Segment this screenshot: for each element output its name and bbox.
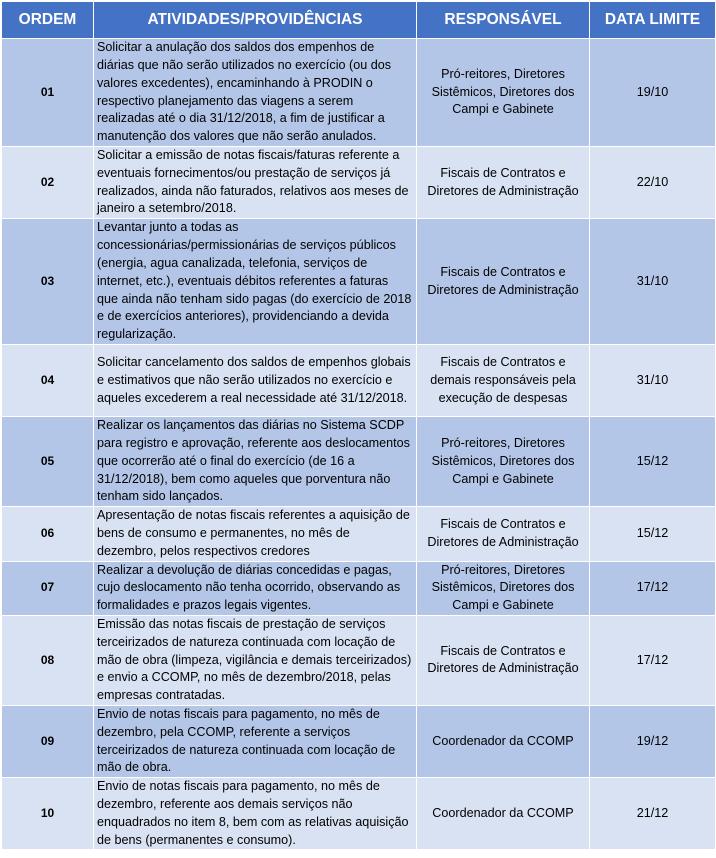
atividade-cell: Realizar a devolução de diárias concedidas e pagas, cujo deslocamento não tenha ocorrido, observando as formalidades e prazos legais vigentes. [94, 561, 417, 615]
responsavel-cell: Fiscais de Contratos e Diretores de Administração [417, 147, 590, 219]
ordem-cell: 03 [2, 219, 94, 345]
atividade-cell: Solicitar cancelamento dos saldos de empenhos globais e estimativos que não serão utilizados no exercício e aqueles excederem a real necessidade até 31/12/2018. [94, 345, 417, 417]
column-header-responsavel: RESPONSÁVEL [417, 2, 590, 39]
data-limite-cell: 31/10 [590, 345, 716, 417]
atividade-cell: Envio de notas fiscais para pagamento, no mês de dezembro, referente aos demais serviços não enquadrados no item 8, bem com as relativas aquisição de bens (permanentes e consumo). [94, 778, 417, 850]
atividade-cell: Solicitar a anulação dos saldos dos empenhos de diárias que não serão utilizados no exercício (ou dos valores excedentes), encaminhando à PRODIN o respectivo planejamento das viagens a serem realizadas até o dia 31/12/2018, a fim de justificar a manutenção dos valores que não serão anulados. [94, 39, 417, 147]
responsavel-cell: Coordenador da CCOMP [417, 705, 590, 777]
activities-table [1, 1, 716, 850]
atividade-cell: Solicitar a emissão de notas fiscais/faturas referente a eventuais fornecimentos/ou prestação de serviços já realizados, ainda não faturados, relativos aos meses de janeiro a setembro/2018. [94, 147, 417, 219]
responsavel-cell: Pró-reitores, Diretores Sistêmicos, Diretores dos Campi e Gabinete [417, 417, 590, 507]
ordem-cell: 10 [2, 778, 94, 850]
data-limite-cell: 15/12 [590, 417, 716, 507]
atividade-cell: Apresentação de notas fiscais referentes a aquisição de bens de consumo e permanentes, no mês de dezembro, pelos respectivos credores [94, 507, 417, 561]
ordem-cell: 08 [2, 615, 94, 705]
data-limite-cell: 19/12 [590, 705, 716, 777]
atividade-cell: Envio de notas fiscais para pagamento, no mês de dezembro, pela CCOMP, referente a serviços terceirizados de natureza continuada com locação de mão de obra. [94, 705, 417, 777]
table-row [2, 561, 716, 615]
ordem-cell: 02 [2, 147, 94, 219]
table-row [2, 39, 716, 147]
ordem-cell: 06 [2, 507, 94, 561]
ordem-cell: 07 [2, 561, 94, 615]
responsavel-cell: Fiscais de Contratos e Diretores de Administração [417, 507, 590, 561]
table-row [2, 778, 716, 850]
atividade-cell: Emissão das notas fiscais de prestação de serviços terceirizados de natureza continuada com locação de mão de obra (limpeza, vigilância e demais terceirizados) e envio a CCOMP, no mês de dezembro/2018, pelas empresas contratadas. [94, 615, 417, 705]
atividade-cell: Realizar os lançamentos das diárias no Sistema SCDP para registro e aprovação, referente aos deslocamentos que ocorrerão até o final do exercício (de 16 a 31/12/2018), bem como aqueles que porventura não tenham sido lançados. [94, 417, 417, 507]
table-row [2, 345, 716, 417]
responsavel-cell: Pró-reitores, Diretores Sistêmicos, Diretores dos Campi e Gabinete [417, 561, 590, 615]
data-limite-cell: 21/12 [590, 778, 716, 850]
column-header-data-limite: DATA LIMITE [590, 2, 716, 39]
responsavel-cell: Fiscais de Contratos e Diretores de Administração [417, 219, 590, 345]
ordem-cell: 09 [2, 705, 94, 777]
data-limite-cell: 31/10 [590, 219, 716, 345]
responsavel-cell: Pró-reitores, Diretores Sistêmicos, Diretores dos Campi e Gabinete [417, 39, 590, 147]
responsavel-cell: Coordenador da CCOMP [417, 778, 590, 850]
data-limite-cell: 17/12 [590, 615, 716, 705]
data-limite-cell: 22/10 [590, 147, 716, 219]
responsavel-cell: Fiscais de Contratos e Diretores de Administração [417, 615, 590, 705]
table-row [2, 615, 716, 705]
data-limite-cell: 17/12 [590, 561, 716, 615]
table-row [2, 705, 716, 777]
table-row [2, 219, 716, 345]
ordem-cell: 04 [2, 345, 94, 417]
responsavel-cell: Fiscais de Contratos e demais responsáveis pela execução de despesas [417, 345, 590, 417]
ordem-cell: 05 [2, 417, 94, 507]
data-limite-cell: 15/12 [590, 507, 716, 561]
table-row [2, 507, 716, 561]
ordem-cell: 01 [2, 39, 94, 147]
header-row [2, 2, 716, 39]
data-limite-cell: 19/10 [590, 39, 716, 147]
table-row [2, 417, 716, 507]
table-row [2, 147, 716, 219]
column-header-ordem: ORDEM [2, 2, 94, 39]
atividade-cell: Levantar junto a todas as concessionárias/permissionárias de serviços públicos (energia, agua canalizada, telefonia, serviços de internet, etc.), eventuais débitos referentes a faturas que ainda não tenham sido pagas (do exercício de 2018 e de exercícios anteriores), providenciando a devida regularização. [94, 219, 417, 345]
column-header-atividades: ATIVIDADES/PROVIDÊNCIAS [94, 2, 417, 39]
